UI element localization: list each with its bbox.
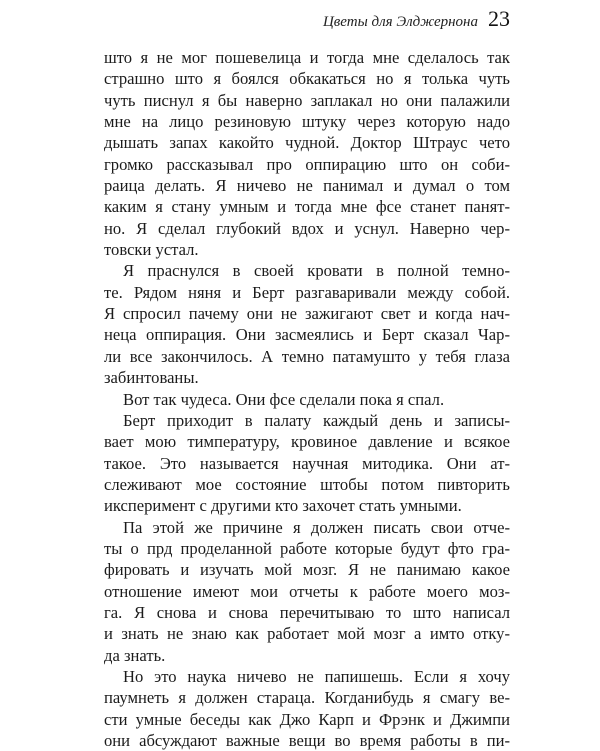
text-line: чуть писнул я бы наверно заплакал но они палажили bbox=[104, 90, 510, 110]
text-line: Па этой же причине я должен писать свои отче- bbox=[123, 517, 510, 537]
page-number: 23 bbox=[488, 6, 510, 31]
body-text bbox=[104, 47, 510, 751]
paragraph bbox=[104, 47, 510, 260]
text-line: Я праснулся в своей кровати в полной темно- bbox=[123, 261, 510, 281]
text-line: каким я стану умным и тогда мне фсе станет панят- bbox=[104, 197, 510, 217]
paragraph bbox=[104, 410, 510, 517]
text-line: фировать и изучать мой мозг. Я не панимаю какое bbox=[104, 560, 510, 580]
text-line: мне на лицо резиновую штуку через которую надо bbox=[104, 112, 510, 132]
text-line: га. Я снова и снова перечитываю то што написал bbox=[104, 602, 510, 622]
page-header bbox=[104, 6, 510, 36]
text-line: сти умные беседы как Джо Карп и Фрэнк и Джимпи bbox=[104, 709, 510, 729]
text-line: слеживают мое состояние штобы потом пивторить bbox=[104, 474, 510, 494]
paragraph bbox=[104, 260, 510, 388]
text-line: да знать. bbox=[104, 645, 166, 665]
text-line: Вот так чудеса. Они фсе сделали пока я спал. bbox=[123, 389, 445, 409]
paragraph bbox=[104, 666, 510, 751]
text-line: раица делать. Я ничево не панимал и думал о том bbox=[104, 176, 510, 196]
text-line: ты о прд проделанной работе которые будут фто гра- bbox=[104, 538, 510, 558]
text-line: иксперимент с другими кто захочет стать умными. bbox=[104, 496, 462, 516]
text-line: но. Я сделал глубокий вдох и уснул. Наверно чер- bbox=[104, 218, 510, 238]
text-line: забинтованы. bbox=[104, 368, 199, 388]
text-line: страшно што я боялся обкакаться но я толька чуть bbox=[104, 69, 510, 89]
text-line: те. Рядом няня и Берт разгаваривали между собой. bbox=[104, 282, 510, 302]
text-line: неца оппирация. Они засмеялись и Берт сказал Чар- bbox=[104, 325, 510, 345]
text-line: громко рассказывал про оппирацию што он соби- bbox=[104, 154, 510, 174]
text-line: и знать не знаю как работает мой мозг а имто отку- bbox=[104, 624, 510, 644]
running-title: Цветы для Элджернона bbox=[322, 14, 478, 30]
text-line: Берт приходит в палату каждый день и записы- bbox=[123, 410, 510, 430]
text-line: вает мою тимпературу, кровиное давление и всякое bbox=[104, 432, 510, 452]
text-line: такое. Это называется научная митодика. Они ат- bbox=[104, 453, 510, 473]
paragraph bbox=[104, 517, 510, 666]
text-line: они абсуждают важные вещи во время работы в пи- bbox=[104, 731, 510, 750]
text-line: Но это наука ничево не папишешь. Если я хочу bbox=[123, 666, 510, 686]
text-line: ли все закончилось. А темно патамушто у тебя глаза bbox=[104, 346, 510, 366]
text-line: дышать запах какойто чудной. Доктор Штраус чето bbox=[104, 133, 510, 153]
text-line: паумнеть я должен стараца. Когданибудь я смагу ве- bbox=[104, 688, 510, 708]
text-line: товски устал. bbox=[104, 240, 199, 260]
paragraph bbox=[104, 389, 510, 410]
text-line: што я не мог пошевелица и тогда мне сделалось так bbox=[104, 48, 510, 67]
text-line: отношение имеют мои отчеты к работе моего моз- bbox=[104, 581, 510, 601]
text-line: Я спросил пачему они не зажигают свет и когда нач- bbox=[104, 304, 510, 324]
